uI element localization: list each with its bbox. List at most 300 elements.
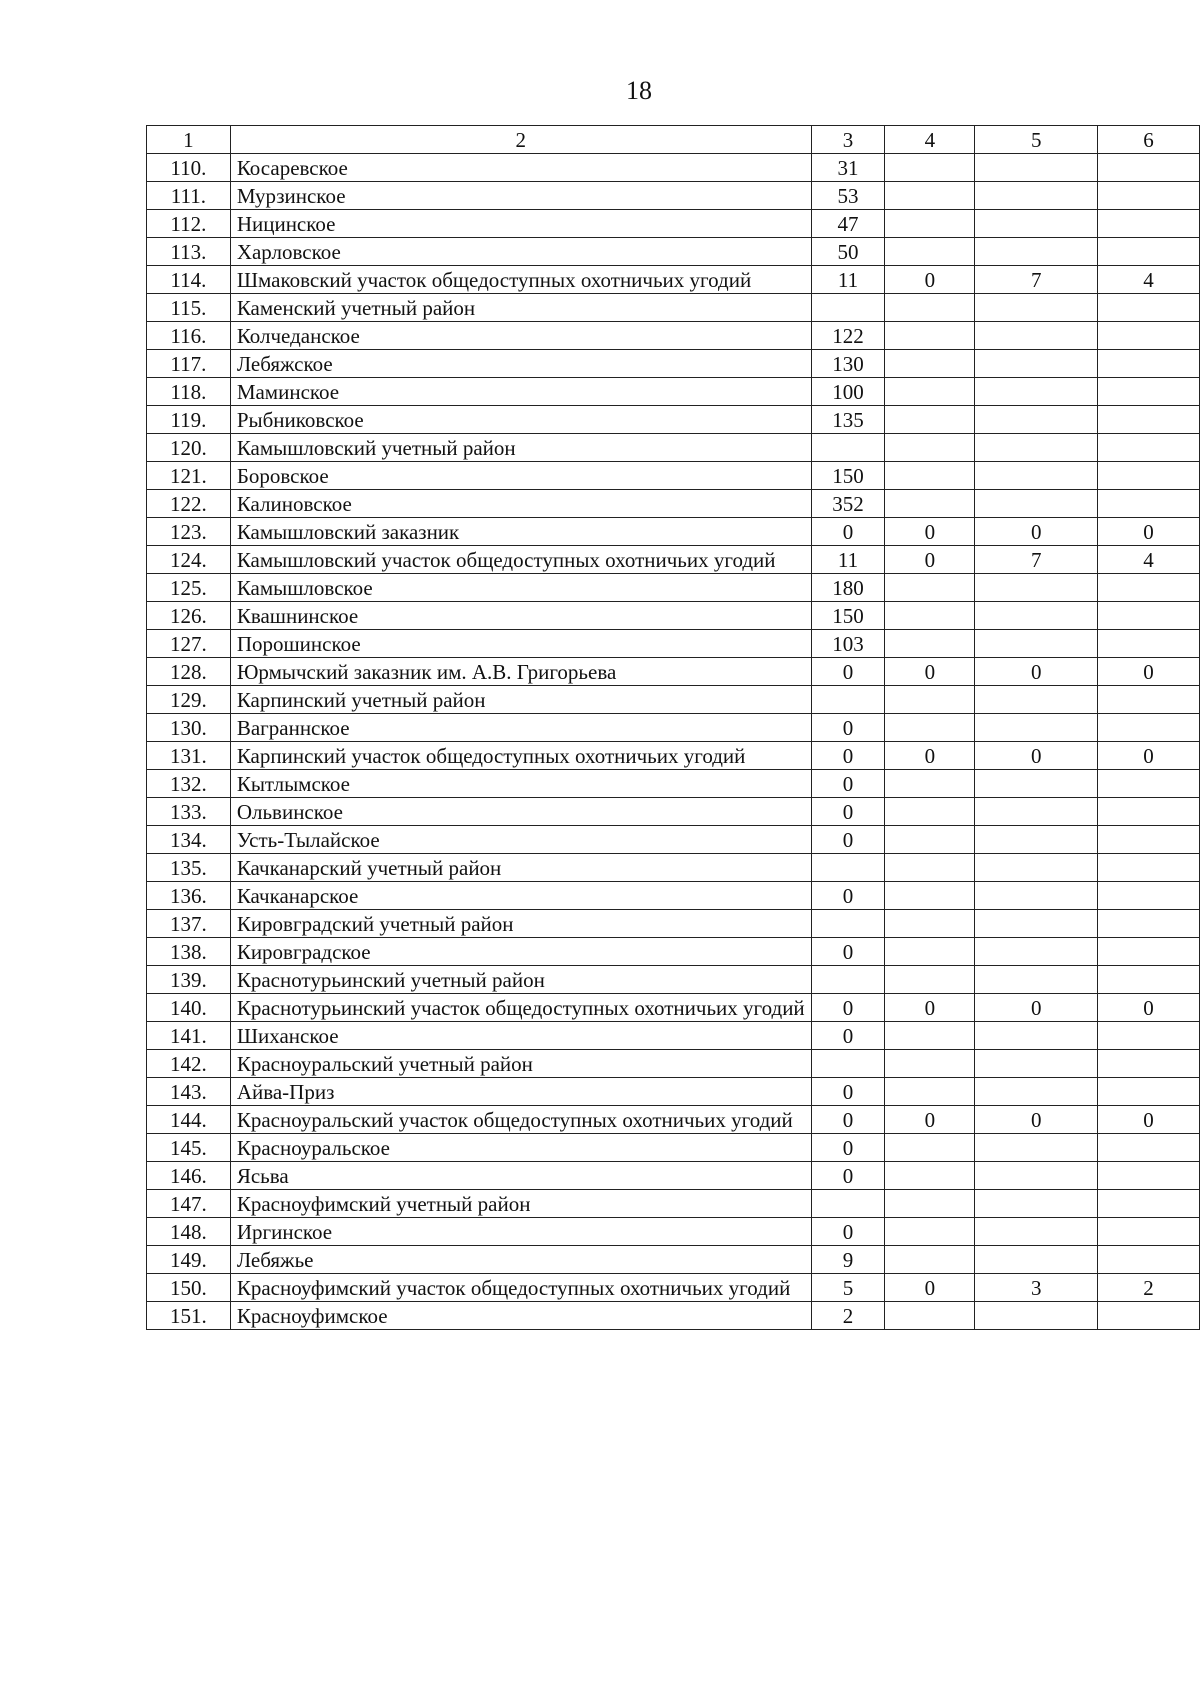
table-row xyxy=(147,602,1200,630)
row-name: Кировградский учетный район xyxy=(230,910,811,938)
row-number: 126. xyxy=(147,602,231,630)
col-6-value xyxy=(1098,1050,1200,1078)
table-row xyxy=(147,350,1200,378)
col-5-value xyxy=(975,294,1098,322)
table-row xyxy=(147,742,1200,770)
col-3-value: 122 xyxy=(811,322,885,350)
row-number: 117. xyxy=(147,350,231,378)
col-4-value xyxy=(885,770,975,798)
row-name: Ницинское xyxy=(230,210,811,238)
col-5-value: 0 xyxy=(975,518,1098,546)
col-3-value: 11 xyxy=(811,546,885,574)
col-6-value xyxy=(1098,1162,1200,1190)
row-number: 151. xyxy=(147,1302,231,1330)
table-row xyxy=(147,1078,1200,1106)
col-4-value xyxy=(885,1022,975,1050)
col-3-value: 0 xyxy=(811,798,885,826)
row-number: 128. xyxy=(147,658,231,686)
row-number: 110. xyxy=(147,154,231,182)
col-3-value: 0 xyxy=(811,1078,885,1106)
col-4-value xyxy=(885,238,975,266)
col-3-value: 5 xyxy=(811,1274,885,1302)
row-name: Красноуральское xyxy=(230,1134,811,1162)
table-row xyxy=(147,938,1200,966)
col-4-value xyxy=(885,826,975,854)
col-6-value: 4 xyxy=(1098,546,1200,574)
row-number: 148. xyxy=(147,1218,231,1246)
row-number: 122. xyxy=(147,490,231,518)
row-number: 120. xyxy=(147,434,231,462)
col-6-value xyxy=(1098,490,1200,518)
row-name: Мурзинское xyxy=(230,182,811,210)
row-number: 141. xyxy=(147,1022,231,1050)
row-name: Косаревское xyxy=(230,154,811,182)
col-5-value xyxy=(975,910,1098,938)
col-5-value xyxy=(975,686,1098,714)
table-row xyxy=(147,1134,1200,1162)
col-5-value xyxy=(975,574,1098,602)
col-5-value xyxy=(975,238,1098,266)
col-3-value: 0 xyxy=(811,826,885,854)
row-number: 131. xyxy=(147,742,231,770)
col-5-value: 3 xyxy=(975,1274,1098,1302)
row-name: Квашнинское xyxy=(230,602,811,630)
col-6-value xyxy=(1098,1246,1200,1274)
col-6-value xyxy=(1098,910,1200,938)
col-5-value xyxy=(975,1302,1098,1330)
col-5-value xyxy=(975,602,1098,630)
column-header: 5 xyxy=(975,126,1098,154)
col-3-value: 0 xyxy=(811,742,885,770)
col-4-value xyxy=(885,1078,975,1106)
row-name: Боровское xyxy=(230,462,811,490)
row-name: Камышловский участок общедоступных охотничьих угодий xyxy=(230,546,811,574)
table-row xyxy=(147,1022,1200,1050)
row-number: 149. xyxy=(147,1246,231,1274)
row-number: 112. xyxy=(147,210,231,238)
row-name: Каменский учетный район xyxy=(230,294,811,322)
col-5-value xyxy=(975,154,1098,182)
table-row xyxy=(147,322,1200,350)
col-3-value xyxy=(811,966,885,994)
table-body xyxy=(147,126,1200,1330)
col-3-value: 0 xyxy=(811,882,885,910)
col-4-value xyxy=(885,1134,975,1162)
table-row xyxy=(147,1050,1200,1078)
table-row xyxy=(147,1218,1200,1246)
col-4-value xyxy=(885,406,975,434)
col-6-value xyxy=(1098,938,1200,966)
col-3-value: 150 xyxy=(811,462,885,490)
col-6-value xyxy=(1098,1218,1200,1246)
col-3-value: 0 xyxy=(811,518,885,546)
col-4-value: 0 xyxy=(885,658,975,686)
col-4-value xyxy=(885,1218,975,1246)
col-4-value xyxy=(885,378,975,406)
table-row xyxy=(147,1190,1200,1218)
col-3-value: 11 xyxy=(811,266,885,294)
row-number: 125. xyxy=(147,574,231,602)
table-row xyxy=(147,406,1200,434)
row-name: Маминское xyxy=(230,378,811,406)
table-row xyxy=(147,210,1200,238)
col-3-value: 103 xyxy=(811,630,885,658)
col-5-value xyxy=(975,938,1098,966)
row-number: 121. xyxy=(147,462,231,490)
column-header: 3 xyxy=(811,126,885,154)
table-row xyxy=(147,854,1200,882)
col-4-value: 0 xyxy=(885,518,975,546)
row-number: 119. xyxy=(147,406,231,434)
col-5-value xyxy=(975,1022,1098,1050)
col-6-value xyxy=(1098,574,1200,602)
table-row xyxy=(147,154,1200,182)
row-name: Красноуфимский участок общедоступных охотничьих угодий xyxy=(230,1274,811,1302)
col-3-value: 0 xyxy=(811,1162,885,1190)
col-4-value xyxy=(885,854,975,882)
col-6-value xyxy=(1098,434,1200,462)
col-4-value xyxy=(885,490,975,518)
table-row xyxy=(147,294,1200,322)
col-5-value xyxy=(975,882,1098,910)
column-header: 2 xyxy=(230,126,811,154)
data-table xyxy=(146,125,1200,1330)
table-row xyxy=(147,266,1200,294)
col-6-value: 4 xyxy=(1098,266,1200,294)
col-5-value xyxy=(975,1078,1098,1106)
table-row xyxy=(147,1246,1200,1274)
col-3-value xyxy=(811,294,885,322)
row-name: Шмаковский участок общедоступных охотничьих угодий xyxy=(230,266,811,294)
col-4-value xyxy=(885,630,975,658)
table-row xyxy=(147,574,1200,602)
table-row xyxy=(147,966,1200,994)
col-4-value xyxy=(885,462,975,490)
col-5-value xyxy=(975,826,1098,854)
col-4-value: 0 xyxy=(885,266,975,294)
row-number: 147. xyxy=(147,1190,231,1218)
col-5-value xyxy=(975,1218,1098,1246)
table-row xyxy=(147,910,1200,938)
row-number: 116. xyxy=(147,322,231,350)
col-5-value: 0 xyxy=(975,994,1098,1022)
row-name: Калиновское xyxy=(230,490,811,518)
col-5-value xyxy=(975,798,1098,826)
col-4-value xyxy=(885,882,975,910)
col-6-value xyxy=(1098,686,1200,714)
col-6-value xyxy=(1098,714,1200,742)
col-6-value: 0 xyxy=(1098,1106,1200,1134)
col-6-value xyxy=(1098,294,1200,322)
col-6-value: 0 xyxy=(1098,658,1200,686)
col-6-value xyxy=(1098,1190,1200,1218)
row-number: 127. xyxy=(147,630,231,658)
row-name: Краснотурьинский участок общедоступных охотничьих угодий xyxy=(230,994,811,1022)
row-name: Красноуральский учетный район xyxy=(230,1050,811,1078)
row-name: Красноуральский участок общедоступных охотничьих угодий xyxy=(230,1106,811,1134)
col-3-value: 100 xyxy=(811,378,885,406)
col-5-value xyxy=(975,210,1098,238)
row-name: Красноуфимский учетный район xyxy=(230,1190,811,1218)
col-6-value xyxy=(1098,966,1200,994)
row-number: 114. xyxy=(147,266,231,294)
col-4-value xyxy=(885,154,975,182)
row-number: 143. xyxy=(147,1078,231,1106)
col-4-value xyxy=(885,910,975,938)
col-5-value xyxy=(975,1246,1098,1274)
row-number: 150. xyxy=(147,1274,231,1302)
table-row xyxy=(147,826,1200,854)
table-row xyxy=(147,1162,1200,1190)
col-4-value xyxy=(885,210,975,238)
column-header: 1 xyxy=(147,126,231,154)
row-name: Айва-Приз xyxy=(230,1078,811,1106)
page-number: 18 xyxy=(626,76,652,105)
col-6-value xyxy=(1098,210,1200,238)
column-header: 4 xyxy=(885,126,975,154)
col-3-value xyxy=(811,686,885,714)
row-name: Шиханское xyxy=(230,1022,811,1050)
col-3-value xyxy=(811,910,885,938)
table-row xyxy=(147,798,1200,826)
row-number: 134. xyxy=(147,826,231,854)
col-4-value xyxy=(885,294,975,322)
col-4-value xyxy=(885,686,975,714)
col-5-value xyxy=(975,1134,1098,1162)
table-row xyxy=(147,1274,1200,1302)
col-3-value: 47 xyxy=(811,210,885,238)
col-6-value xyxy=(1098,322,1200,350)
col-3-value: 2 xyxy=(811,1302,885,1330)
col-3-value: 0 xyxy=(811,1106,885,1134)
col-6-value: 0 xyxy=(1098,742,1200,770)
row-name: Карпинский участок общедоступных охотничьих угодий xyxy=(230,742,811,770)
row-name: Порошинское xyxy=(230,630,811,658)
col-6-value xyxy=(1098,1022,1200,1050)
row-name: Краснотурьинский учетный район xyxy=(230,966,811,994)
row-number: 124. xyxy=(147,546,231,574)
col-3-value: 0 xyxy=(811,994,885,1022)
col-3-value: 0 xyxy=(811,1022,885,1050)
col-6-value xyxy=(1098,630,1200,658)
table-row xyxy=(147,462,1200,490)
col-3-value xyxy=(811,854,885,882)
row-name: Красноуфимское xyxy=(230,1302,811,1330)
table-row xyxy=(147,238,1200,266)
col-5-value: 0 xyxy=(975,742,1098,770)
row-number: 113. xyxy=(147,238,231,266)
table-row xyxy=(147,686,1200,714)
row-number: 145. xyxy=(147,1134,231,1162)
table-row xyxy=(147,490,1200,518)
col-3-value: 50 xyxy=(811,238,885,266)
row-number: 123. xyxy=(147,518,231,546)
table-row xyxy=(147,882,1200,910)
row-number: 139. xyxy=(147,966,231,994)
table-row xyxy=(147,994,1200,1022)
col-6-value xyxy=(1098,350,1200,378)
row-number: 118. xyxy=(147,378,231,406)
table-row xyxy=(147,714,1200,742)
col-4-value: 0 xyxy=(885,1274,975,1302)
col-4-value: 0 xyxy=(885,546,975,574)
col-3-value xyxy=(811,1190,885,1218)
col-6-value xyxy=(1098,462,1200,490)
col-4-value xyxy=(885,798,975,826)
table-row xyxy=(147,434,1200,462)
row-name: Ясьва xyxy=(230,1162,811,1190)
col-3-value: 180 xyxy=(811,574,885,602)
col-4-value xyxy=(885,350,975,378)
col-3-value: 0 xyxy=(811,938,885,966)
col-3-value: 130 xyxy=(811,350,885,378)
row-number: 146. xyxy=(147,1162,231,1190)
col-5-value xyxy=(975,322,1098,350)
col-6-value xyxy=(1098,770,1200,798)
col-5-value xyxy=(975,490,1098,518)
row-name: Лебяжское xyxy=(230,350,811,378)
col-5-value xyxy=(975,434,1098,462)
row-name: Качканарский учетный район xyxy=(230,854,811,882)
col-3-value: 0 xyxy=(811,1218,885,1246)
row-number: 137. xyxy=(147,910,231,938)
row-name: Ольвинское xyxy=(230,798,811,826)
row-name: Камышловский учетный район xyxy=(230,434,811,462)
col-3-value: 9 xyxy=(811,1246,885,1274)
col-5-value xyxy=(975,854,1098,882)
row-name: Камышловское xyxy=(230,574,811,602)
row-number: 136. xyxy=(147,882,231,910)
col-6-value: 0 xyxy=(1098,518,1200,546)
col-6-value xyxy=(1098,826,1200,854)
table-row xyxy=(147,378,1200,406)
col-5-value: 0 xyxy=(975,1106,1098,1134)
table-row xyxy=(147,1106,1200,1134)
row-number: 140. xyxy=(147,994,231,1022)
row-name: Кировградское xyxy=(230,938,811,966)
col-6-value xyxy=(1098,882,1200,910)
col-3-value xyxy=(811,1050,885,1078)
col-3-value: 0 xyxy=(811,714,885,742)
row-name: Колчеданское xyxy=(230,322,811,350)
col-6-value xyxy=(1098,854,1200,882)
col-6-value xyxy=(1098,154,1200,182)
col-3-value: 352 xyxy=(811,490,885,518)
table-row xyxy=(147,1302,1200,1330)
col-4-value xyxy=(885,434,975,462)
row-name: Камышловский заказник xyxy=(230,518,811,546)
col-3-value xyxy=(811,434,885,462)
col-4-value xyxy=(885,1190,975,1218)
col-5-value xyxy=(975,770,1098,798)
col-4-value: 0 xyxy=(885,1106,975,1134)
col-4-value xyxy=(885,1050,975,1078)
row-number: 115. xyxy=(147,294,231,322)
col-6-value xyxy=(1098,378,1200,406)
col-5-value xyxy=(975,966,1098,994)
col-6-value xyxy=(1098,182,1200,210)
col-6-value xyxy=(1098,798,1200,826)
col-4-value: 0 xyxy=(885,994,975,1022)
row-name: Рыбниковское xyxy=(230,406,811,434)
col-4-value xyxy=(885,966,975,994)
row-name: Ваграннское xyxy=(230,714,811,742)
col-4-value: 0 xyxy=(885,742,975,770)
row-name: Усть-Тылайское xyxy=(230,826,811,854)
col-3-value: 0 xyxy=(811,1134,885,1162)
column-header: 6 xyxy=(1098,126,1200,154)
col-4-value xyxy=(885,938,975,966)
col-6-value xyxy=(1098,1302,1200,1330)
col-3-value: 135 xyxy=(811,406,885,434)
col-6-value xyxy=(1098,406,1200,434)
row-number: 132. xyxy=(147,770,231,798)
table-row xyxy=(147,630,1200,658)
col-3-value: 0 xyxy=(811,770,885,798)
col-6-value xyxy=(1098,238,1200,266)
row-name: Юрмычский заказник им. А.В. Григорьева xyxy=(230,658,811,686)
table-row xyxy=(147,658,1200,686)
col-6-value xyxy=(1098,602,1200,630)
row-name: Качканарское xyxy=(230,882,811,910)
row-name: Харловское xyxy=(230,238,811,266)
row-name: Карпинский учетный район xyxy=(230,686,811,714)
table-row xyxy=(147,182,1200,210)
col-4-value xyxy=(885,602,975,630)
col-5-value xyxy=(975,406,1098,434)
row-number: 135. xyxy=(147,854,231,882)
table-row xyxy=(147,546,1200,574)
col-3-value: 0 xyxy=(811,658,885,686)
col-5-value xyxy=(975,1190,1098,1218)
row-name: Кытлымское xyxy=(230,770,811,798)
col-3-value: 150 xyxy=(811,602,885,630)
col-5-value: 7 xyxy=(975,266,1098,294)
col-4-value xyxy=(885,714,975,742)
col-3-value: 31 xyxy=(811,154,885,182)
col-5-value xyxy=(975,462,1098,490)
col-6-value xyxy=(1098,1078,1200,1106)
col-4-value xyxy=(885,574,975,602)
col-4-value xyxy=(885,322,975,350)
col-5-value xyxy=(975,350,1098,378)
row-number: 130. xyxy=(147,714,231,742)
row-name: Иргинское xyxy=(230,1218,811,1246)
col-5-value xyxy=(975,1050,1098,1078)
col-6-value: 0 xyxy=(1098,994,1200,1022)
col-5-value xyxy=(975,378,1098,406)
row-number: 129. xyxy=(147,686,231,714)
col-4-value xyxy=(885,1162,975,1190)
col-6-value xyxy=(1098,1134,1200,1162)
row-number: 111. xyxy=(147,182,231,210)
col-5-value: 7 xyxy=(975,546,1098,574)
col-4-value xyxy=(885,182,975,210)
header-row xyxy=(147,126,1200,154)
col-3-value: 53 xyxy=(811,182,885,210)
table-row xyxy=(147,770,1200,798)
row-number: 142. xyxy=(147,1050,231,1078)
row-number: 144. xyxy=(147,1106,231,1134)
col-4-value xyxy=(885,1246,975,1274)
col-5-value xyxy=(975,714,1098,742)
col-5-value xyxy=(975,182,1098,210)
row-number: 138. xyxy=(147,938,231,966)
col-5-value: 0 xyxy=(975,658,1098,686)
row-name: Лебяжье xyxy=(230,1246,811,1274)
col-6-value: 2 xyxy=(1098,1274,1200,1302)
col-4-value xyxy=(885,1302,975,1330)
